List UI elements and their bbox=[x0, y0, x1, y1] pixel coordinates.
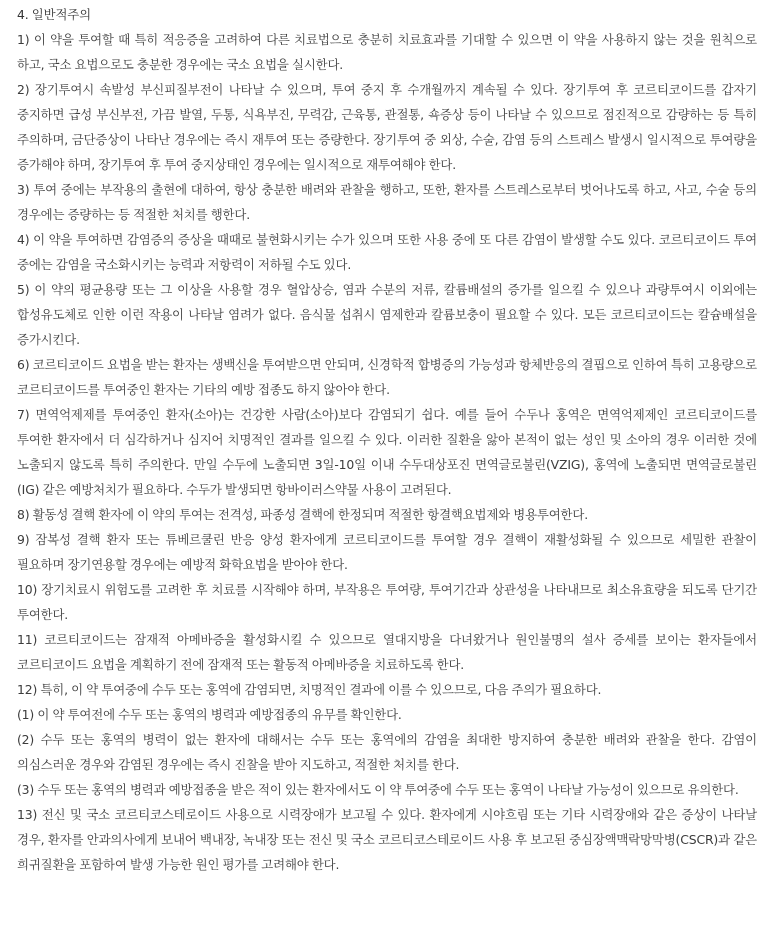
paragraph-6: 6) 코르티코이드 요법을 받는 환자는 생백신을 투여받으면 안되며, 신경학적 합병증의 가능성과 항체반응의 결핍으로 인하여 특히 고용량으로 코르티코이드를 투여중인 환자는 기타의 예방 접종도 하지 않아야 한다. bbox=[17, 357, 757, 397]
paragraph-4: 4) 이 약을 투여하면 감염증의 증상을 때때로 불현화시키는 수가 있으며 또한 사용 중에 또 다른 감염이 발생할 수도 있다. 코르티코이드 투여 중에는 감염을 국소화시키는 능력과 저항력이 저하될 수도 있다. bbox=[17, 232, 757, 272]
paragraph-3: 3) 투여 중에는 부작용의 출현에 대하여, 항상 충분한 배려와 관찰을 행하고, 또한, 환자를 스트레스로부터 벗어나도록 하고, 사고, 수술 등의 경우에는 증량하는 등 적절한 처치를 행한다. bbox=[17, 182, 757, 222]
paragraph-12: 12) 특히, 이 약 투여중에 수두 또는 홍역에 감염되면, 치명적인 결과에 이를 수 있으므로, 다음 주의가 필요하다. bbox=[17, 682, 602, 697]
paragraph-1: 1) 이 약을 투여할 때 특히 적응증을 고려하여 다른 치료법으로 충분히 치료효과를 기대할 수 있으면 이 약을 사용하지 않는 것을 원칙으로 하고, 국소 요법으로도 충분한 경우에는 국소 요법을 실시한다. bbox=[17, 32, 757, 72]
paragraph-8: 8) 활동성 결핵 환자에 이 약의 투여는 전격성, 파종성 결핵에 한정되며 적절한 항결핵요법제와 병용투여한다. bbox=[17, 507, 588, 522]
paragraph-12-1: (1) 이 약 투여전에 수두 또는 홍역의 병력과 예방접종의 유무를 확인한다. bbox=[17, 707, 402, 722]
paragraph-5: 5) 이 약의 평균용량 또는 그 이상을 사용할 경우 혈압상승, 염과 수분의 저류, 칼륨배설의 증가를 일으킬 수 있으나 과량투여시 이외에는 합성유도체로 인한 이런 작용이 나타날 염려가 없다. 음식물 섭취시 염제한과 칼륨보충이 필요할 수 있다. 모든 코르티코이드는 칼슘배설을 증가시킨다. bbox=[17, 282, 757, 347]
paragraph-10: 10) 장기치료시 위험도를 고려한 후 치료를 시작해야 하며, 부작용은 투여량, 투여기간과 상관성을 나타내므로 최소유효량을 되도록 단기간 투여한다. bbox=[17, 582, 757, 622]
paragraph-2: 2) 장기투여시 속발성 부신피질부전이 나타날 수 있으며, 투여 중지 후 수개월까지 계속될 수 있다. 장기투여 후 코르티코이드를 갑자기 중지하면 급성 부신부전, 가끔 발열, 두통, 식욕부진, 무력감, 근육통, 관절통, 쇽증상 등이 나타날 수 있으므로 점진적으로 감량하는 등 특히 주의하며, 금단증상이 나타난 경우에는 즉시 재투여 또는 증량한다. 장기투여 중 외상, 수술, 감염 등의 스트레스 발생시 일시적으로 투여량을 증가해야 하며, 장기투여 후 투여 중지상태인 경우에는 일시적으로 재투여해야 한다. bbox=[17, 82, 757, 172]
paragraph-7: 7) 면역억제제를 투여중인 환자(소아)는 건강한 사람(소아)보다 감염되기 쉽다. 예를 들어 수두나 홍역은 면역억제제인 코르티코이드를 투여한 환자에서 더 심각하거나 심지어 치명적인 결과를 일으킬 수 있다. 이러한 질환을 앓아 본적이 없는 성인 및 소아의 경우 이러한 것에 노출되지 않도록 특히 주의한다. 만일 수두에 노출되면 3일-10일 이내 수두대상포진 면역글로불린(VZIG), 홍역에 노출되면 면역글로불린(IG) 같은 예방처치가 필요하다. 수두가 발생되면 항바이러스약물 사용이 고려된다. bbox=[17, 407, 757, 497]
section-title: 4. 일반적주의 bbox=[17, 7, 91, 22]
paragraph-12-2: (2) 수두 또는 홍역의 병력이 없는 환자에 대해서는 수두 또는 홍역에의 감염을 최대한 방지하여 충분한 배려와 관찰을 한다. 감염이 의심스러운 경우와 감염된 경우에는 즉시 진찰을 받아 지도하고, 적절한 처치를 한다. bbox=[17, 732, 757, 772]
paragraph-13: 13) 전신 및 국소 코르티코스테로이드 사용으로 시력장애가 보고될 수 있다. 환자에게 시야흐림 또는 기타 시력장애와 같은 증상이 나타날 경우, 환자를 안과의사에게 보내어 백내장, 녹내장 또는 전신 및 국소 코르티코스테로이드 사용 후 보고된 중심장액맥락망막병(CSCR)과 같은 희귀질환을 포함하여 발생 가능한 원인 평가를 고려해야 한다. bbox=[17, 807, 757, 872]
paragraph-12-3: (3) 수두 또는 홍역의 병력과 예방접종을 받은 적이 있는 환자에서도 이 약 투여중에 수두 또는 홍역이 나타날 가능성이 있으므로 유의한다. bbox=[17, 782, 739, 797]
paragraph-11: 11) 코르티코이드는 잠재적 아메바증을 활성화시킬 수 있으므로 열대지방을 다녀왔거나 원인불명의 설사 증세를 보이는 환자들에서 코르티코이드 요법을 계획하기 전에 잠재적 또는 활동적 아메바증을 치료하도록 한다. bbox=[17, 632, 757, 672]
document-body bbox=[17, 2, 757, 877]
paragraph-9: 9) 잠복성 결핵 환자 또는 튜베르쿨린 반응 양성 환자에게 코르티코이드를 투여할 경우 결핵이 재활성화될 수 있으므로 세밀한 관찰이 필요하며 장기연용할 경우에는 예방적 화학요법을 받아야 한다. bbox=[17, 532, 757, 572]
